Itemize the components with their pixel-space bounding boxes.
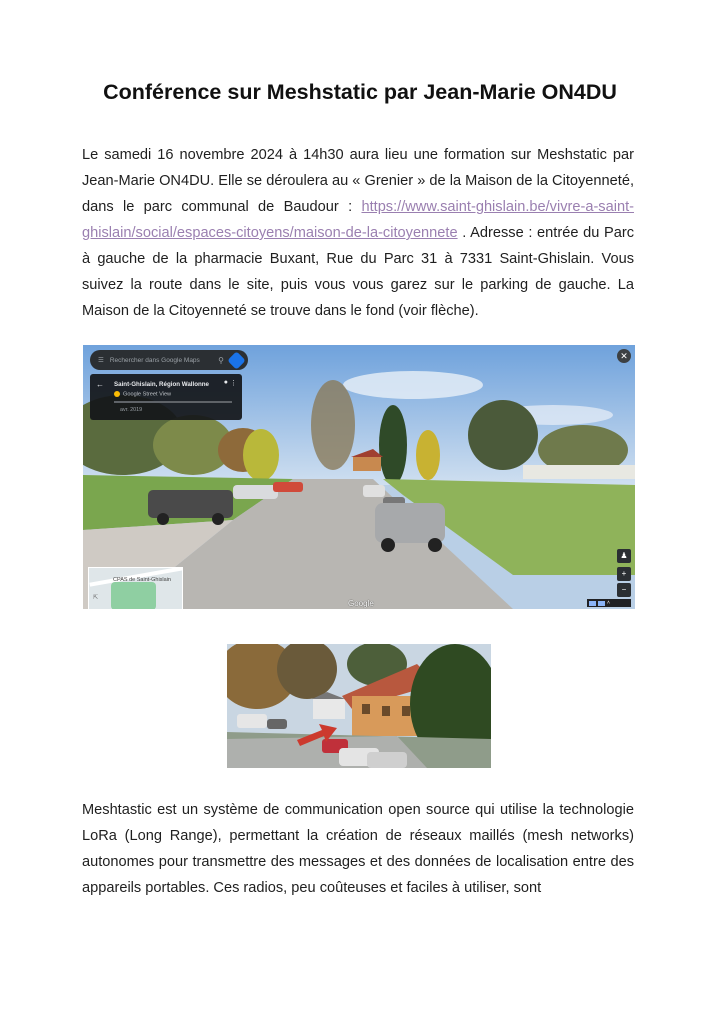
street-view-icon [114, 391, 120, 397]
thumb[interactable] [589, 601, 596, 606]
menu-icon[interactable]: ☰ [98, 357, 104, 364]
back-arrow-icon[interactable]: ← [96, 380, 104, 389]
maps-search-input[interactable]: Rechercher dans Google Maps [109, 356, 200, 364]
location-card [90, 374, 242, 420]
pegman-icon[interactable]: ♟ [617, 549, 631, 563]
pin-icon[interactable]: ● [223, 379, 228, 386]
intro-paragraph [82, 142, 634, 324]
thumb[interactable] [598, 601, 605, 606]
chevron-up-icon[interactable]: ˄ [607, 600, 610, 606]
minus-icon[interactable]: − [617, 583, 631, 597]
intro-text-start: Le samedi 16 novembre 2024 à 14h30 aura lieu une formation sur Meshstatic par Jean-Marie ON4DU. Elle se déroulera au « Grenier » de la Maison de la Citoyenneté, dans le parc communal de Baudour : [82, 147, 634, 215]
maps-search-box[interactable] [90, 350, 248, 370]
expand-icon[interactable]: ⇱ [93, 595, 99, 601]
page-title: Conférence sur Meshstatic par Jean-Marie ON4DU [103, 80, 617, 104]
capture-date: avr. 2019 [120, 407, 143, 413]
close-icon[interactable]: ✕ [617, 349, 631, 363]
minimap[interactable] [88, 567, 183, 609]
timeline-bar[interactable] [114, 401, 232, 403]
streetview-screenshot [83, 345, 635, 609]
google-logo: Google [348, 599, 374, 608]
photo-strip[interactable] [587, 599, 631, 607]
venue-link[interactable]: https://www.saint-ghislain.be/vivre-a-saint-ghislain/social/espaces-citoyens/maison-de-la-citoyennete [82, 199, 634, 241]
minimap-label: CPAS de Saint-Ghislain [113, 577, 171, 583]
location-name: Saint-Ghislain, Région Wallonne [114, 381, 209, 388]
source-label: Google Street View [114, 391, 171, 397]
more-vert-icon[interactable]: ⋮ [230, 380, 237, 387]
directions-icon[interactable] [227, 351, 245, 369]
plus-icon[interactable]: + [617, 567, 631, 581]
body-paragraph: Meshtastic est un système de communication open source qui utilise la technologie LoRa (Long Range), permettant la création de réseaux maillés (mesh networks) autonomes pour transmettre des messages et des données de localisation entre des appareils portables. Ces radios, peu coûteuses et faciles à utiliser, sont [82, 802, 634, 896]
building-photo [227, 644, 491, 768]
intro-text-end: . Adresse : entrée du Parc à gauche de la pharmacie Buxant, Rue du Parc 31 à 7331 Saint-Ghislain. Vous suivez la route dans le site, puis vous vous garez sur le parking de gauche. La Maison de la Citoyenneté se trouve dans le fond (voir flèche). [82, 225, 634, 319]
building-scene [227, 644, 491, 768]
minimap-park [111, 582, 156, 609]
search-icon[interactable]: ⚲ [218, 355, 224, 365]
